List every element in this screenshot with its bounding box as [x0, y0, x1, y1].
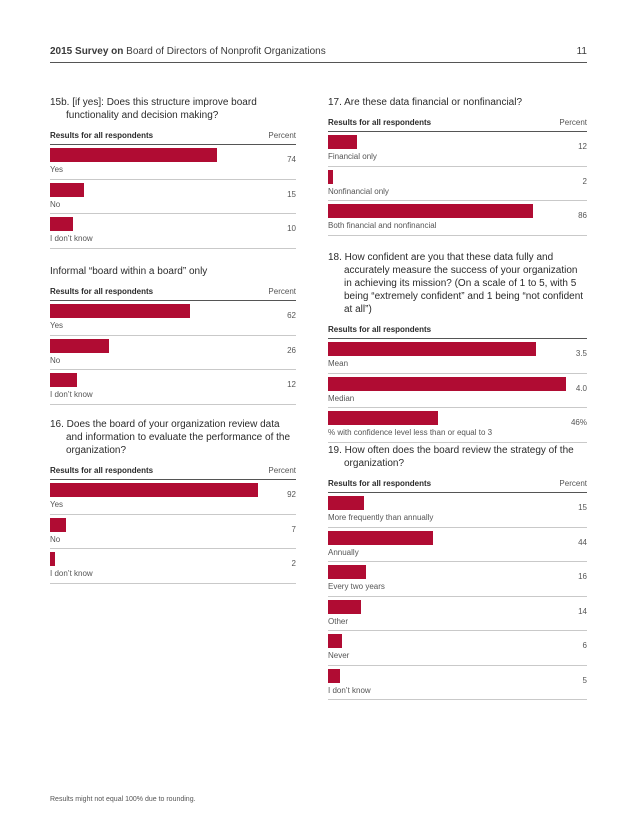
result-bar: [328, 377, 566, 391]
result-label: I don’t know: [50, 234, 93, 243]
section-q17: [328, 96, 587, 236]
result-row: [328, 493, 587, 528]
result-label: Yes: [50, 321, 64, 330]
result-bar: [328, 411, 438, 425]
results-header-label: Results for all respondents: [50, 131, 154, 140]
result-bar: [50, 552, 55, 566]
results-header: [328, 478, 587, 493]
result-value: 12: [287, 380, 296, 389]
results-header-label: Results for all respondents: [328, 325, 432, 334]
result-value: 62: [287, 311, 296, 320]
result-value: 46%: [570, 418, 587, 427]
result-row: [50, 214, 296, 249]
result-row: [328, 666, 587, 701]
result-bar: [328, 342, 536, 356]
result-label: Median: [328, 393, 355, 403]
result-value: 6: [582, 641, 587, 650]
result-label: Annually: [328, 547, 359, 557]
result-bar: [50, 518, 66, 532]
result-label: % with confidence level less than or equal to 3: [328, 428, 493, 437]
section-informal-board: [50, 265, 296, 405]
footnote: Results might not equal 100% due to rounding.: [50, 796, 196, 803]
result-row: [50, 180, 296, 215]
result-row: [50, 549, 296, 584]
result-label: Yes: [50, 165, 64, 174]
result-row: [328, 528, 587, 563]
page-number: 11: [576, 46, 587, 57]
result-row: [50, 301, 296, 336]
result-label: No: [50, 355, 61, 365]
results-header: [328, 324, 587, 339]
result-value: 14: [578, 606, 587, 616]
section-q18: [328, 251, 587, 443]
result-bar: [328, 204, 533, 218]
result-row: [50, 515, 296, 550]
result-bar: [50, 183, 84, 197]
result-value: 26: [287, 345, 296, 355]
header-title-bold: 2015 Survey on: [50, 46, 124, 57]
question-text: 16. Does the board of your organization review data and information to evaluate the performance of the organization?: [50, 419, 291, 456]
result-row: [50, 336, 296, 371]
page-header: [50, 46, 587, 57]
result-row: [328, 167, 587, 202]
percent-header: Percent: [559, 479, 587, 488]
question-text: 18. How confident are you that these data fully and accurately measure the success of your organization in achieving its mission? (On a scale of 1 to 5, with 5 being “extremely confident” and 1 being “not confident at all”): [328, 252, 584, 315]
percent-header: Percent: [268, 131, 296, 140]
result-label: Every two years: [328, 582, 385, 591]
result-label: Other: [328, 616, 349, 626]
result-bar: [50, 217, 73, 231]
result-row: [328, 597, 587, 632]
result-bar: [50, 148, 217, 162]
result-bar: [328, 170, 333, 184]
percent-header: Percent: [559, 118, 587, 127]
result-value: 74: [287, 155, 296, 164]
result-label: Mean: [328, 359, 349, 368]
results-header: [50, 465, 296, 480]
results-header-label: Results for all respondents: [328, 118, 432, 127]
result-value: 2: [582, 176, 587, 186]
result-label: No: [50, 534, 61, 544]
result-row: [328, 631, 587, 666]
result-bar: [328, 669, 340, 683]
result-row: [328, 132, 587, 167]
question-text: 19. How often does the board review the strategy of the organization?: [328, 445, 574, 469]
result-value: 7: [291, 524, 296, 534]
question-text: 15b. [if yes]: Does this structure improve board functionality and decision making?: [50, 97, 257, 121]
result-value: 3.5: [575, 349, 587, 358]
result-row: [328, 201, 587, 236]
result-bar: [328, 496, 364, 510]
question-text: 17. Are these data financial or nonfinancial?: [328, 97, 523, 108]
result-row: [328, 374, 587, 409]
result-label: Never: [328, 651, 350, 660]
result-label: Financial only: [328, 152, 377, 161]
result-bar: [50, 373, 77, 387]
result-bar: [50, 304, 190, 318]
result-bar: [50, 483, 258, 497]
result-value: 10: [287, 224, 296, 233]
header-rule: [50, 62, 587, 63]
result-value: 92: [287, 490, 296, 499]
result-label: Both financial and nonfinancial: [328, 221, 437, 230]
result-label: Yes: [50, 500, 64, 509]
results-header-label: Results for all respondents: [50, 287, 154, 296]
result-row: [328, 562, 587, 597]
result-bar: [50, 339, 109, 353]
result-bar: [328, 531, 433, 545]
result-value: 15: [578, 503, 587, 512]
result-value: 12: [578, 142, 587, 151]
result-label: More frequently than annually: [328, 513, 434, 522]
result-row: [50, 480, 296, 515]
result-value: 44: [578, 537, 587, 547]
result-label: I don’t know: [50, 390, 93, 399]
results-header: [328, 117, 587, 132]
percent-header: Percent: [268, 466, 296, 475]
result-label: I don’t know: [50, 569, 93, 578]
result-value: 2: [291, 559, 296, 568]
result-label: No: [50, 199, 61, 209]
results-header-label: Results for all respondents: [328, 479, 432, 488]
section-q16: [50, 418, 296, 584]
result-row: [328, 408, 587, 443]
result-row: [328, 339, 587, 374]
section-q15b: [50, 96, 296, 249]
header-title: Board of Directors of Nonprofit Organizations: [123, 46, 326, 57]
result-value: 86: [578, 211, 587, 220]
result-label: Nonfinancial only: [328, 186, 389, 196]
result-value: 5: [582, 675, 587, 685]
result-bar: [328, 600, 361, 614]
result-label: I don’t know: [328, 685, 371, 695]
question-text: Informal “board within a board” only: [50, 266, 208, 277]
result-row: [50, 370, 296, 405]
result-row: [50, 145, 296, 180]
result-bar: [328, 135, 357, 149]
result-value: 15: [287, 189, 296, 199]
result-bar: [328, 634, 342, 648]
section-q19: [328, 444, 587, 700]
result-value: 16: [578, 572, 587, 581]
result-value: 4.0: [575, 383, 587, 393]
results-header: [50, 286, 296, 301]
result-bar: [328, 565, 366, 579]
results-header-label: Results for all respondents: [50, 466, 154, 475]
percent-header: Percent: [268, 287, 296, 296]
results-header: [50, 130, 296, 145]
